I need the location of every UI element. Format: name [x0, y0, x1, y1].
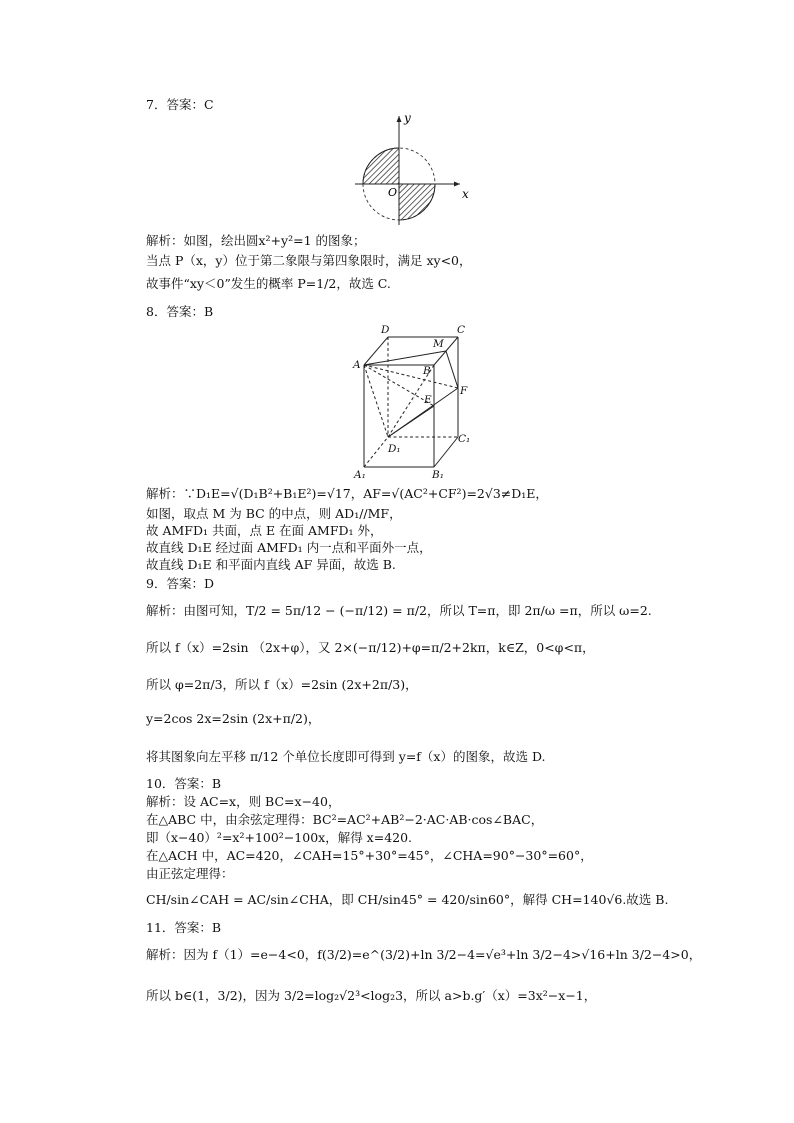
q9-line-2: 所以 f（x）=2sin （2x+φ），又 2×(−π/12)+φ=π/2+2kπ，k∈Z，0<φ<π，	[146, 640, 595, 655]
q10-line-1: 解析：设 AC=x，则 BC=x−40，	[146, 794, 341, 809]
vertex-D1: D₁	[388, 443, 401, 455]
vertex-A1: A₁	[354, 469, 366, 480]
q9-line-5: 将其图象向左平移 π/12 个单位长度即可得到 y=f（x）的图象，故选 D.	[146, 749, 546, 764]
q8-answer: 8．答案：B	[146, 304, 214, 319]
q9-line-4: y=2cos 2x=2sin (2x+π/2)，	[146, 711, 321, 726]
q7-line-2: 当点 P（x，y）位于第二象限与第四象限时，满足 xy<0，	[146, 253, 472, 268]
vertex-C: C	[457, 324, 466, 336]
q8-line-5: 故直线 D₁E 和平面内直线 AF 异面，故选 B.	[146, 557, 396, 572]
q8-line-2: 如图，取点 M 为 BC 的中点，则 AD₁//MF，	[146, 506, 402, 521]
q11-line-1: 解析：因为 f（1）=e−4<0，f(3/2)=e^(3/2)+ln 3/2−4=√e³+ln 3/2−4>√16+ln 3/2−4>0，	[146, 947, 702, 962]
y-axis-label: y	[404, 112, 411, 125]
q10-line-5: 由正弦定理得：	[146, 866, 234, 881]
q10-answer: 10．答案：B	[146, 776, 222, 791]
point-E: E	[424, 394, 432, 406]
vertex-B: B	[423, 365, 431, 377]
q7-answer: 7．答案：C	[146, 97, 214, 112]
q7-line-1: 解析：如图，绘出圆x²+y²=1 的图象；	[146, 233, 366, 248]
point-M: M	[433, 338, 444, 350]
q8-line-1: 解析：∵D₁E=√(D₁B²+B₁E²)=√17，AF=√(AC²+CF²)=2√3≠D₁E，	[146, 486, 548, 501]
q11-answer: 11．答案：B	[146, 920, 222, 935]
q10-line-6: CH/sin∠CAH = AC/sin∠CHA，即 CH/sin45° = 420/sin60°，解得 CH=140√6.故选 B.	[146, 892, 669, 907]
vertex-D: D	[381, 324, 390, 336]
q10-line-2: 在△ABC 中，由余弦定理得：BC²=AC²+AB²−2·AC·AB·cos∠BAC，	[146, 812, 544, 827]
x-axis-label: x	[462, 187, 469, 201]
q9-line-1: 解析：由图可知，T/2 = 5π/12 − (−π/12) = π/2，所以 T=π，即 2π/ω =π，所以 ω=2.	[146, 603, 652, 618]
q9-line-3: 所以 φ=2π/3，所以 f（x）=2sin (2x+2π/3)，	[146, 677, 418, 692]
q8-line-4: 故直线 D₁E 经过面 AMFD₁ 内一点和平面外一点，	[146, 540, 432, 555]
vertex-C1: C₁	[458, 433, 471, 445]
q10-line-3: 即（x−40）²=x²+100²−100x，解得 x=420.	[146, 830, 413, 845]
q8-line-3: 故 AMFD₁ 共面，点 E 在面 AMFD₁ 外，	[146, 523, 383, 538]
point-F: F	[460, 385, 468, 397]
origin-label: O	[388, 186, 398, 199]
vertex-A: A	[353, 359, 361, 371]
q7-circle-figure	[350, 112, 475, 227]
q10-line-4: 在△ACH 中，AC=420，∠CAH=15°+30°=45°，∠CHA=90°−30°=60°，	[146, 848, 593, 863]
q9-answer: 9．答案：D	[146, 576, 214, 591]
q11-line-2: 所以 b∈(1，3/2)，因为 3/2=log₂√2³<log₂3，所以 a>b.g′（x）=3x²−x−1，	[146, 988, 597, 1003]
q7-line-3: 故事件“xy＜0”发生的概率 P=1/2，故选 C.	[146, 276, 391, 291]
vertex-B1: B₁	[432, 469, 444, 480]
q8-cube-figure	[350, 320, 480, 480]
